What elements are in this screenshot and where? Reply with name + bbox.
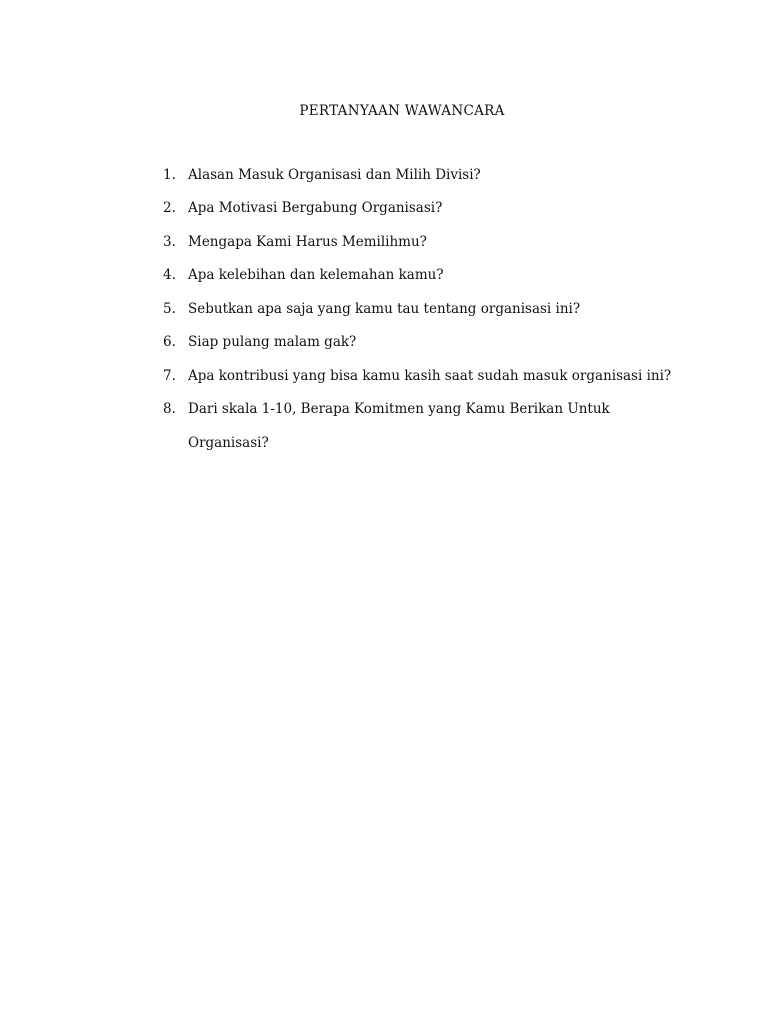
question-number: 6. xyxy=(163,334,176,350)
question-text: Apa kontribusi yang bisa kamu kasih saat sudah masuk organisasi ini? xyxy=(188,368,672,384)
question-item xyxy=(163,325,723,359)
question-text: Apa kelebihan dan kelemahan kamu? xyxy=(188,267,444,283)
question-text: Alasan Masuk Organisasi dan Milih Divisi? xyxy=(188,167,481,183)
question-item xyxy=(163,258,723,292)
question-item xyxy=(163,225,723,259)
question-number: 3. xyxy=(163,234,176,250)
question-item xyxy=(163,359,723,393)
question-number: 1. xyxy=(163,167,176,183)
question-text: Apa Motivasi Bergabung Organisasi? xyxy=(188,200,443,216)
question-number: 2. xyxy=(163,200,176,216)
question-number: 7. xyxy=(163,368,176,384)
question-item xyxy=(163,292,723,326)
question-item xyxy=(163,392,723,460)
question-text: Sebutkan apa saja yang kamu tau tentang organisasi ini? xyxy=(188,301,581,317)
question-item xyxy=(163,158,723,192)
question-text: Mengapa Kami Harus Memilihmu? xyxy=(188,234,427,250)
question-text: Siap pulang malam gak? xyxy=(188,334,357,350)
question-item xyxy=(163,191,723,225)
question-number: 4. xyxy=(163,267,176,283)
question-text: Dari skala 1-10, Berapa Komitmen yang Kamu Berikan Untuk Organisasi? xyxy=(188,401,610,451)
question-number: 5. xyxy=(163,301,176,317)
document-title: PERTANYAAN WAWANCARA xyxy=(299,103,505,119)
question-number: 8. xyxy=(163,401,176,417)
